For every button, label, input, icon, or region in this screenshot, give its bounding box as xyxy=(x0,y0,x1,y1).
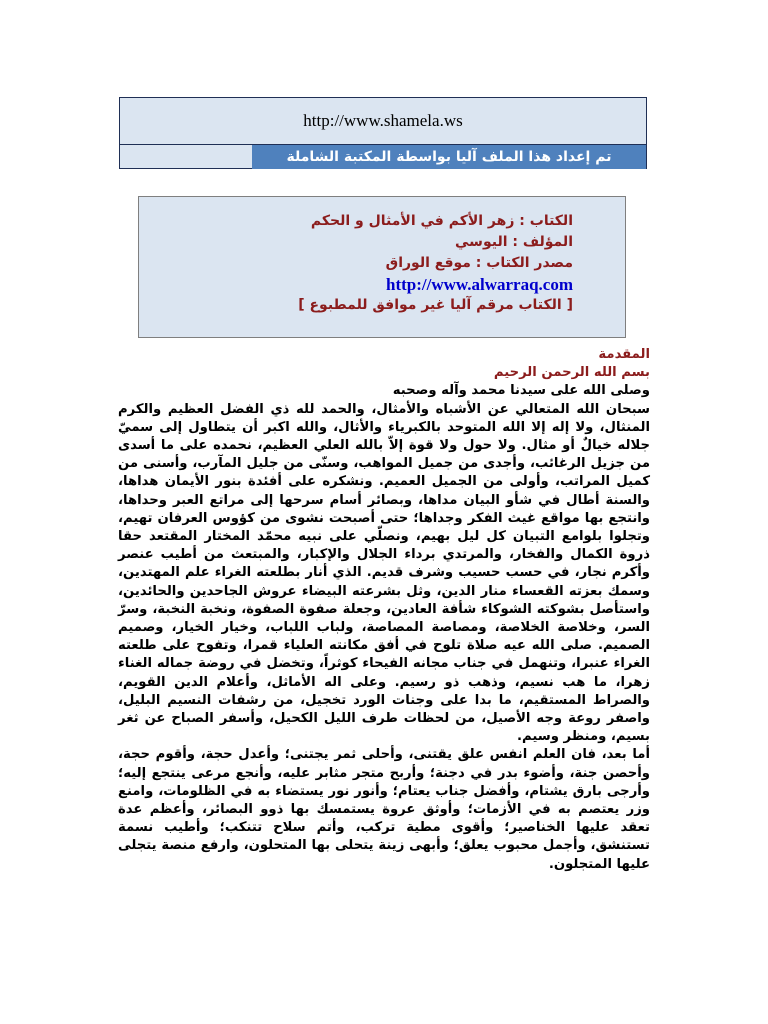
document-body xyxy=(118,346,650,874)
section-heading: المقدمة xyxy=(598,347,650,362)
salawat-line: وصلى الله على سيدنا محمد وآله وصحبه xyxy=(392,383,650,399)
book-note-line: [ الكتاب مرقم آليا غير موافق للمطبوع ] xyxy=(298,297,573,313)
shamela-url[interactable]: http://www.shamela.ws xyxy=(120,98,646,145)
book-source-line: مصدر الكتاب : موقع الوراق xyxy=(385,255,573,271)
basmala-line: بسم الله الرحمن الرحيم xyxy=(493,365,650,381)
book-source-url[interactable]: http://www.alwarraq.com xyxy=(386,275,573,294)
shamela-header-box xyxy=(119,97,647,169)
book-info-box xyxy=(138,196,626,338)
book-author-line: المؤلف : اليوسي xyxy=(455,234,573,250)
shamela-banner: تم إعداد هذا الملف آليا بواسطة المكتبة الشاملة xyxy=(252,145,646,169)
paragraph-praise: سبحان الله المتعالي عن الأشباه والأمثال، والحمد لله ذي الفضل العظيم والكرم المنثال، ولا إله إلا الله المتوحد بالكبرياء والأثال، والله اكبر أن يتطاول إلى سميّ جلاله خيالٌ أو مثال. ولا حول ولا قوة إلاّ بالله العلي العظيم، نحمده على ما أسدى من جزيل الرغائب، وأجدى من جميل المواهب، وسنّى من جليل المآرب، وأسنى من كميل المراتب، وأولى من الجميل العميم. ونشكره على أفئدة بنور الأيمان هداها، والسنة أطال في شأو البيان مداها، وبصائر أسام سرحها إلى مراتع العبر وحداها، وانتجع بها مواقع غيث الفكر وجداها؛ حتى أصبحت نشوى من كؤوس العرفان تهيم، وتجلوا بلوامع التبيان كل ليل بهيم، ونصلّي على نبيه محمّد المختار المقتعد حقا ذروة الكمال والفخار، والمرتدي برداء الجلال والإكبار، والمبتعث من أطيب عنصر وأكرم نجار، في حسب حسيب وشرف قديم. الذي أنار بطلعته الغراء علم المهتدين، وسمك بعزته القعساء منار الدين، وثل بشرعته البيضاء عروش الجاحدين والحائدين، واستأصل بشوكته الشوكاء شأفة العادين، وجعلة صفوة الصفوة، ونخبة النخبة، وسرّ السر، وخلاصة الخلاصة، ومصاصة المصاصة، ولباب اللباب، وخيار الخيار، وصميم الصميم. صلى الله عيه صلاة تلوح في أفق مكانته العلياء قمرا، وتفوح على طلعته الغراء عنبرا، وتنهمل في جناب مجانه الفيحاء كوثراً، وتخضل في روضة جماله الغناء زهرا، ما هب نسيم، وذهب ذو رسيم. وعلى اله الأماثل، وأعلام الدين القويم، والصراط المستقيم، ما بدا على وجنات الورد تخجيل، من رشفات النسيم البليل، واصفر روعة وجه الأصيل، من لحظات طرف الليل الكحيل، وأسفر الصباح عن ثغر بسيم، ومنظر وسيم. xyxy=(118,401,650,745)
book-title-line: الكتاب : زهر الأكم في الأمثال و الحكم xyxy=(310,213,573,229)
paragraph-knowledge: أما بعد، فان العلم انفس علق يقتنى، وأحلى ثمر يجتنى؛ وأعدل حجة، وأقوم حجة، وأحصن جنة، وأضوء بدر في دجنة؛ وأربح متجر مثابر عليه، وأنجع مرعى ينتجع إليه؛ وأرجى بارق يشتام، وأفضل جناب يعتام؛ وأنور نور يستضاء به في الظلومات، وامنع وزر يعتصم به في الأزمات؛ وأوثق عروة يستمسك بها ذوو البصائر، وأعظم عدة تعقد عليها الخناصير؛ وأقوى مطية تركب، وأتم سلاح تتنكب؛ وأطيب نسمة تستنشق، وأجمل محبوب يعلق؛ وأبهى زينة يتحلى بها المتحلون، وارفع منصة يتجلى عليها المتجلون. xyxy=(118,747,650,872)
